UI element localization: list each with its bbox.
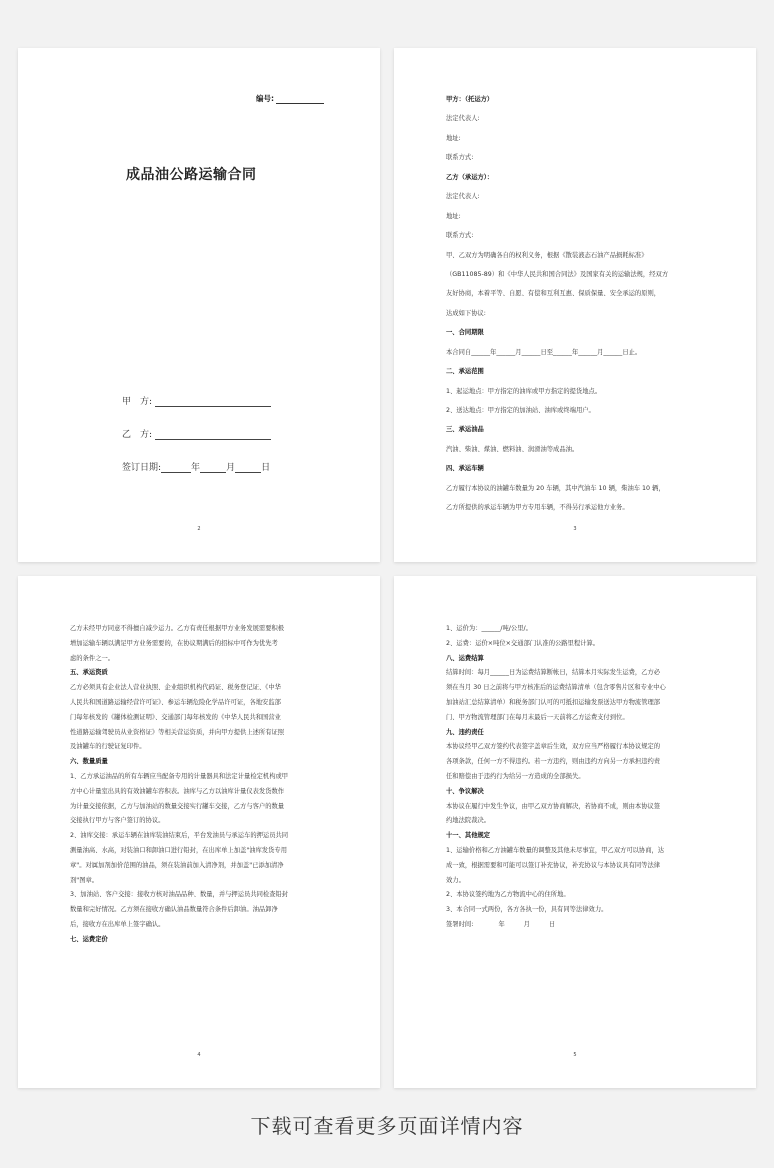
year-blank	[161, 462, 191, 473]
body-line: 结算时间：每月______日为运费结算断帐日，结算本月实际发生运费，乙方必	[446, 669, 661, 677]
body-line: 本协议在履行中发生争议，由甲乙双方协商解决，若协商不成，则由本协议签	[446, 802, 661, 810]
body-line: 门、甲方物流管理部门在每月末最后一天前将乙方运费支付到位。	[446, 713, 629, 721]
body-line: 本协议经甲乙双方签约代表签字盖章后生效，双方应当严格履行本协议规定的	[446, 743, 661, 751]
body-line: 效力。	[446, 876, 465, 884]
day-blank	[235, 462, 261, 473]
body-line: 联系方式:	[446, 154, 474, 162]
body-line: 3、本合同一式两份，各方各执一份，具有同等法律效力。	[446, 906, 608, 914]
body-line: 1、运输价格和乙方油罐车数量的调整及其他未尽事宜，甲乙双方可以协商，达	[446, 846, 665, 854]
body-line: 2、送达地点：甲方指定的加油站、油库或终端用户。	[446, 407, 595, 414]
body-line: 交接执行甲方与客户签订的协议。	[70, 817, 165, 825]
body-line: 后，接收方在出库单上签字确认。	[70, 920, 165, 928]
body-line: 3、加油站、客户交接：接收方核对油品品种、数量，并与押运员共同检查铅封	[70, 891, 289, 899]
party-a-label: 甲 方:	[122, 397, 153, 407]
body-line: 1、运价为：______/吨/公里/。	[446, 625, 532, 632]
body-line: 为计量交接依据，乙方与加油站的数量交接实行罐车交接，乙方与客户的数量	[70, 802, 285, 810]
sign-date-label: 签订日期:	[122, 463, 162, 473]
party-b-signature-line	[122, 427, 271, 440]
body-line: 友好协商，本着平等、自愿、有偿和互利互惠、保质保量、安全承运的原则，	[446, 290, 661, 298]
page-number: 5	[573, 1052, 577, 1058]
page-number: 4	[197, 1052, 201, 1058]
body-line: 地址:	[446, 212, 461, 220]
body-line: 2、油库交接：承运车辆在油库装油结束后，平台发油员与承运车的押运员共同	[70, 832, 289, 840]
body-line: 方中心计量室出具的有效油罐车容积表。油库与乙方以油库计量仪表发货数作	[70, 787, 285, 795]
section-heading: 九、违约责任	[446, 728, 484, 736]
download-more-caption: 下载可查看更多页面详情内容	[250, 1114, 524, 1138]
page-number: 3	[573, 526, 577, 532]
page-3-body	[446, 95, 714, 513]
month-blank	[200, 462, 226, 473]
contract-page-5	[394, 576, 756, 1088]
body-line: 法定代表人:	[446, 115, 480, 123]
body-line: 达成如下协议:	[446, 309, 486, 317]
section-heading: 六、数量质量	[70, 758, 108, 766]
page-4-body	[70, 622, 338, 948]
body-line: 数量和完好情况。乙方须在接收方确认油品数量符合条件后卸油。油品卸净	[70, 906, 278, 914]
body-line: 章"。对属加剂加价范围的油品，须在装油前加入清净剂，并加盖"已添加清净	[70, 861, 284, 869]
body-line: 2、本协议签约地为乙方物流中心的住所地。	[446, 891, 570, 899]
body-line: 1、乙方承运油品的所有车辆应当配备专用的计量器具和法定计量检定机构或甲	[70, 772, 289, 780]
party-a-signature-line	[122, 394, 271, 407]
body-line: 乙方未经甲方同意不得擅自减少运力。乙方有责任根据甲方业务发展需要积极	[70, 625, 285, 632]
contract-page-4	[18, 576, 380, 1088]
body-line: 须在当月 30 日之前将与甲方核准后的运费结算清单（包含零售片区和专业中心	[446, 684, 666, 692]
body-line: 及油罐车的行驶证复印件。	[70, 743, 146, 751]
section-heading: 八、运费结算	[446, 654, 484, 662]
body-line: 性道路运输驾驶员从业资格证》等相关营运资质，并向甲方提供上述所有证照	[70, 728, 285, 736]
body-line: 联系方式:	[446, 232, 474, 240]
year-label: 年	[191, 463, 201, 473]
sign-date-line	[122, 460, 270, 473]
body-line: 增加运输车辆以满足甲方业务需要的，在协议期满后的招标中可作为优先考	[70, 639, 278, 647]
body-line: 测量油高、水高，对装油口和卸油口进行铅封，在出库单上加盖"油库发货专用	[70, 846, 287, 854]
party-a-blank	[155, 396, 271, 407]
body-line: 剂"图章。	[70, 876, 99, 884]
contract-page-3	[394, 48, 756, 562]
section-heading: 二、承运范围	[446, 368, 484, 376]
body-line: 约地法院裁决。	[446, 817, 491, 825]
section-heading: 十、争议解决	[446, 787, 484, 795]
party-b-blank	[155, 429, 271, 440]
section-heading: 三、承运油品	[446, 426, 484, 434]
body-line: 乙方所提供的承运车辆为甲方专用车辆，不得另行承运他方业务。	[446, 504, 629, 512]
day-label: 日	[261, 463, 271, 473]
body-line: 1、起运地点：甲方指定的油库或甲方指定的提货地点。	[446, 387, 602, 395]
body-line: （GB11085-89）和《中华人民共和国合同法》及国家有关的运输法规，经双方	[446, 270, 669, 278]
body-line: 地址:	[446, 134, 461, 142]
body-line: 人民共和国道路运输经营许可证》、参运车辆危险化学品许可证，各地安监部	[70, 698, 281, 706]
body-line: 乙方履行本协议的油罐车数量为 20 车辆，其中汽油车 10 辆，柴油车 10 辆，	[446, 484, 665, 492]
section-heading: 一、合同期限	[446, 329, 484, 337]
body-line: 各项条款，任何一方不得违约。若一方违约，则由违约方向另一方承担违约责	[446, 758, 661, 766]
serial-number-blank	[276, 95, 324, 104]
section-heading: 五、承运资质	[70, 669, 108, 677]
body-line: 法定代表人:	[446, 193, 480, 201]
section-heading: 四、承运车辆	[446, 465, 484, 473]
body-line: 成一致，根据需要和可能可以签订补充协议，补充协议与本协议具有同等法律	[446, 861, 661, 869]
contract-title: 成品油公路运输合同	[126, 167, 257, 183]
party-b-label: 乙 方:	[122, 430, 153, 440]
month-label: 月	[226, 463, 236, 473]
body-line: 任和赔偿由于违约行为给另一方造成的全部损失。	[446, 772, 585, 780]
body-line: 签署时间: 年 月 日	[446, 920, 556, 928]
body-line: 汽油、柴油、煤油、燃料油、润滑油等成品油。	[446, 445, 579, 453]
contract-cover-page	[18, 48, 380, 562]
body-line: 虑的条件之一。	[70, 654, 115, 662]
body-line: 乙方必须具有企业法人营业执照、企业组织机构代码证、税务登记证、《中华	[70, 684, 281, 692]
section-heading: 七、运费定价	[70, 935, 108, 943]
body-line: 本合同自______年______月______日至______年______月______日止。	[446, 348, 642, 356]
serial-number-label: 编号:	[256, 94, 274, 103]
body-line: 2、运费：运价×吨位×交通部门认准的公路里程计算。	[446, 639, 600, 647]
section-heading: 甲方：（托运方）	[446, 96, 494, 103]
section-heading: 十一、其他规定	[446, 832, 491, 840]
section-heading: 乙方（承运方）：	[446, 173, 494, 181]
page-number: 2	[197, 526, 201, 532]
page-5-body	[446, 622, 714, 933]
serial-number-field	[256, 93, 324, 104]
body-line: 甲、乙双方为明确各自的权利义务，根据《散装液态石油产品损耗标准》	[446, 251, 648, 259]
body-line: 加油站汇总结算清单）和税务部门认可的可抵扣运输发票送达甲方物流管理部	[446, 698, 661, 706]
body-line: 门每年核发的《罐体检测证明》、交通部门每年核发的《中华人民共和国营业	[70, 713, 281, 721]
